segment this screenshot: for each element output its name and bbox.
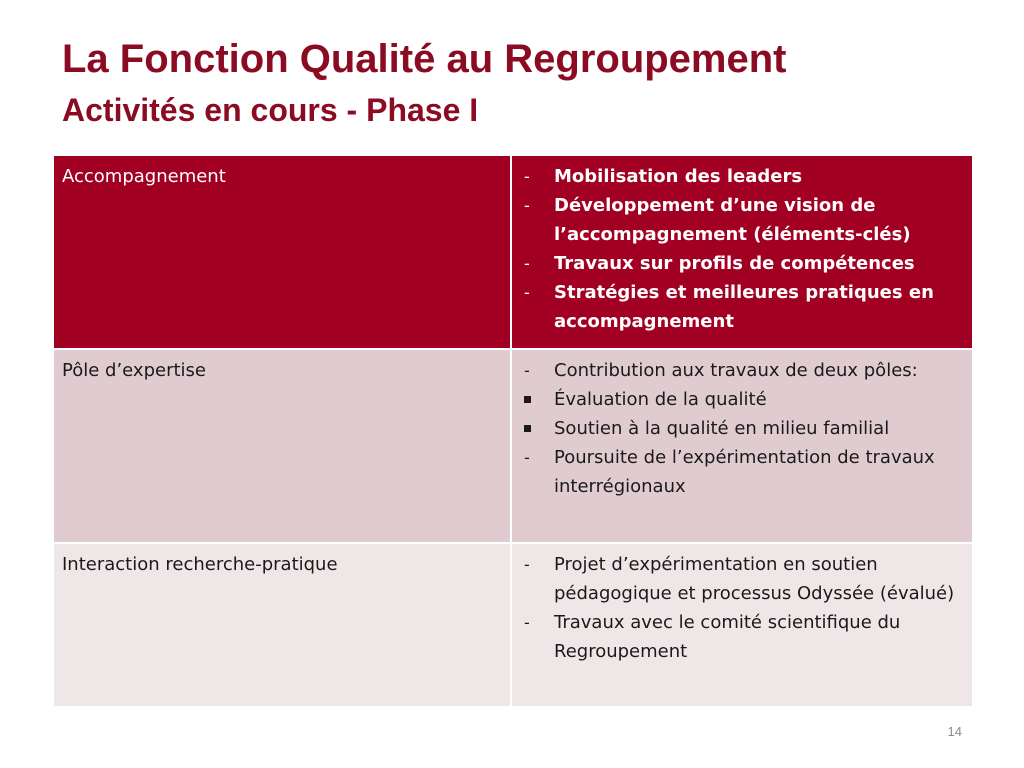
activities-table (52, 154, 974, 708)
square-bullet-icon (524, 385, 548, 414)
dash-marker: - (524, 448, 530, 467)
dash-marker: - (524, 196, 530, 215)
list-item-text: Poursuite de l’expérimentation de travaux interrégionaux (554, 447, 935, 497)
slide-subtitle: Activités en cours - Phase I (62, 92, 479, 128)
dash-marker: - (524, 283, 530, 302)
table-row (53, 155, 973, 349)
list-item (520, 191, 964, 249)
dash-marker: - (524, 555, 530, 574)
list-item-text: Mobilisation des leaders (554, 166, 803, 187)
list-item (520, 249, 964, 278)
activity-list (520, 356, 964, 501)
activity-list (520, 550, 964, 666)
list-item-text: Travaux sur profils de compétences (554, 253, 915, 274)
list-item (520, 550, 964, 608)
list-item (520, 356, 964, 385)
dash-marker: - (524, 361, 530, 380)
list-item (520, 278, 964, 336)
list-item-text: Évaluation de la qualité (554, 389, 767, 410)
dash-marker: - (524, 254, 530, 273)
table-row (53, 349, 973, 543)
list-item (520, 414, 964, 443)
row-category: Interaction recherche-pratique (53, 543, 511, 707)
dash-marker: - (524, 167, 530, 186)
list-item (520, 443, 964, 501)
list-item-text: Développement d’une vision de l’accompagnement (éléments-clés) (554, 195, 911, 245)
row-activities (511, 543, 973, 707)
list-item-text: Projet d’expérimentation en soutien pédagogique et processus Odyssée (évalué) (554, 554, 955, 604)
row-activities (511, 349, 973, 543)
list-item-text: Soutien à la qualité en milieu familial (554, 418, 890, 439)
dash-marker: - (524, 613, 530, 632)
activity-list (520, 162, 964, 336)
square-bullet-icon (524, 414, 548, 443)
list-item-text: Travaux avec le comité scientifique du Regroupement (554, 612, 901, 662)
list-item-text: Contribution aux travaux de deux pôles: (554, 360, 918, 381)
list-item-text: Stratégies et meilleures pratiques en accompagnement (554, 282, 934, 332)
list-item (520, 385, 964, 414)
list-item (520, 162, 964, 191)
row-category: Pôle d’expertise (53, 349, 511, 543)
table-row (53, 543, 973, 707)
row-category: Accompagnement (53, 155, 511, 349)
page-number: 14 (947, 724, 962, 739)
list-item (520, 608, 964, 666)
row-activities (511, 155, 973, 349)
slide-title: La Fonction Qualité au Regroupement (62, 37, 787, 81)
